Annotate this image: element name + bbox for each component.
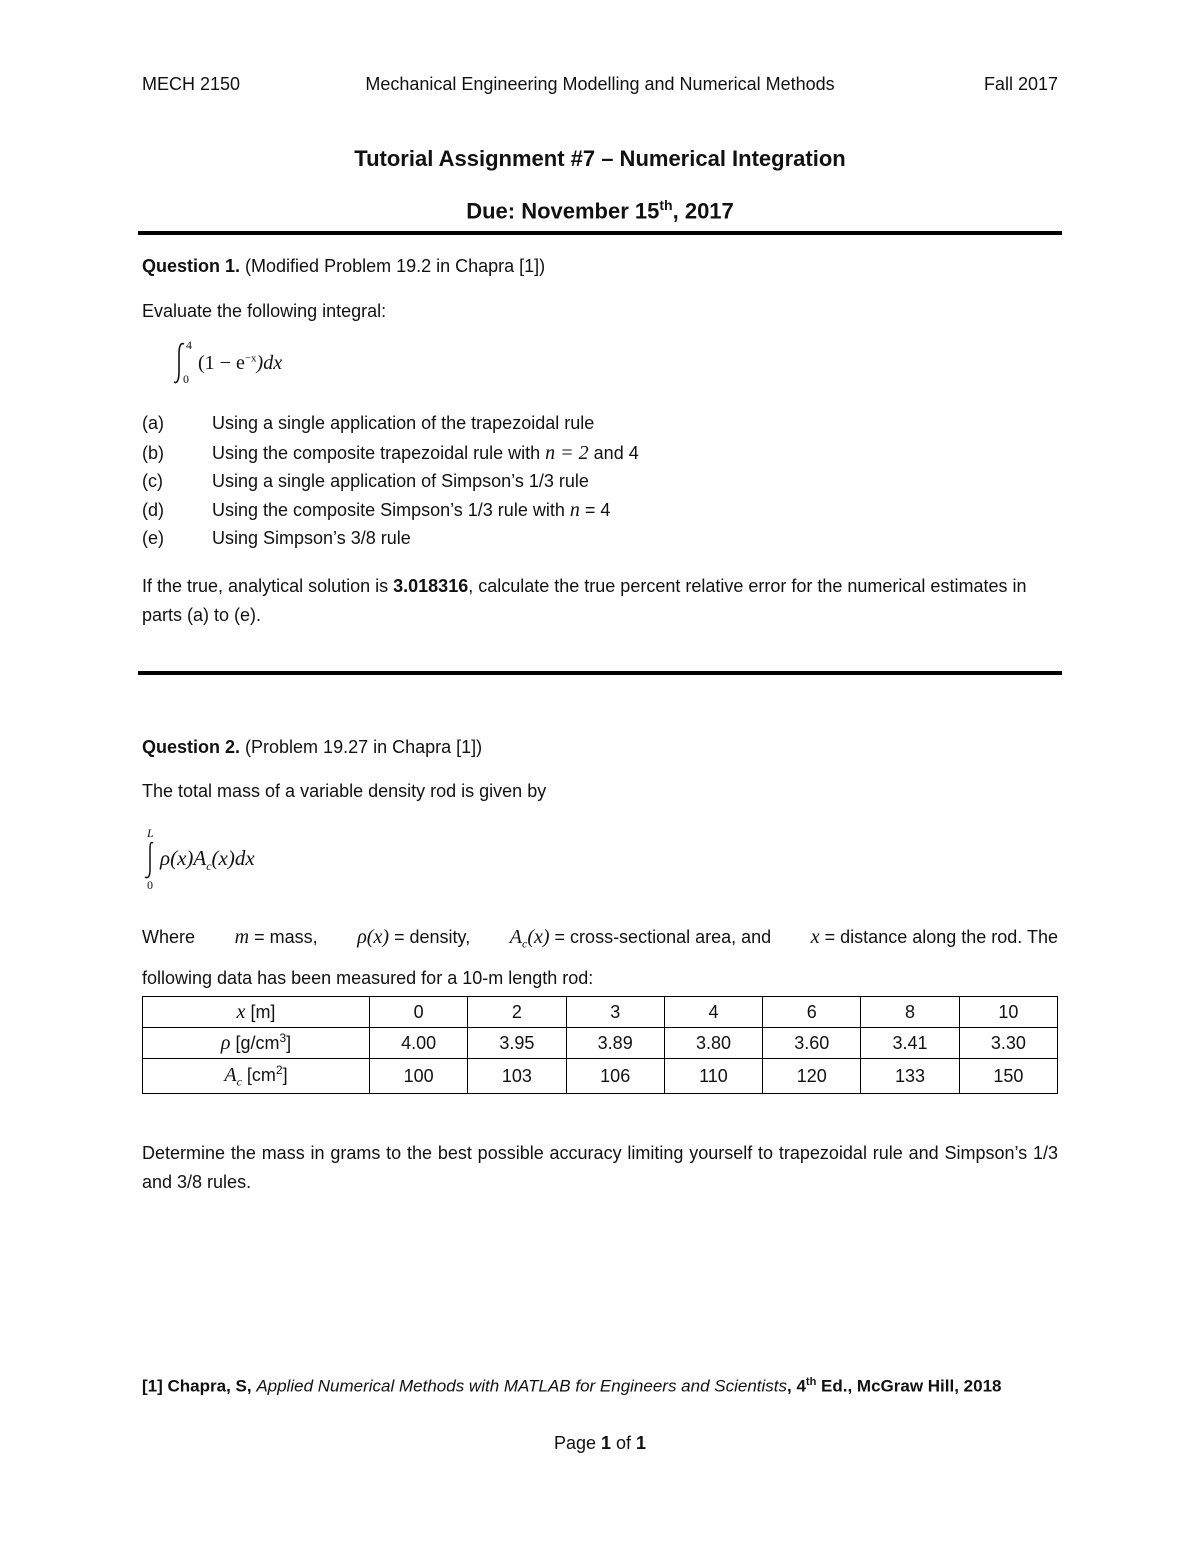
row-header-ac: $A_c$ $[cm^2]$ <box>143 1059 370 1094</box>
table-cell: 3.41 <box>861 1028 959 1059</box>
assignment-title: Tutorial Assignment #7 – Numerical Integration <box>354 146 846 171</box>
q1-heading: Question 1. (Modified Problem 19.2 in Chapra [1]) <box>142 256 546 276</box>
term: Fall 2017 <box>983 74 1058 94</box>
q1-part-d: (d) Using the composite Simpson’s 1/3 rule with n = 4 <box>142 499 611 521</box>
table-cell: 10 <box>959 997 1057 1028</box>
integral-sign-icon <box>142 840 158 880</box>
q1-part-c: (c) Using a single application of Simpson’s 1/3 rule <box>142 471 589 491</box>
table-cell: 3.95 <box>468 1028 566 1059</box>
table-cell: 133 <box>861 1059 959 1094</box>
table-cell: 3.89 <box>566 1028 664 1059</box>
table-cell: 103 <box>468 1059 566 1094</box>
table-cell: 6 <box>763 997 861 1028</box>
table-cell: 150 <box>959 1059 1057 1094</box>
course-code: MECH 2150 <box>142 74 241 94</box>
q1-part-b: (b) Using the composite trapezoidal rule with n = 2 and 4 <box>142 442 639 464</box>
due-date: Due: November 15th, 2017 <box>466 197 734 224</box>
q1-integral <box>170 340 330 390</box>
row-header-x: x [m] <box>143 997 370 1028</box>
row-header-rho: ρ $[g/cm^3]$ <box>143 1028 370 1059</box>
title-divider <box>138 231 1062 235</box>
table-cell: 2 <box>468 997 566 1028</box>
q1-part-e: (e) Using Simpson’s 3/8 rule <box>142 528 411 548</box>
table-row-rho <box>143 1028 1058 1059</box>
q1-upper-limit: 4 <box>186 338 192 352</box>
table-cell: 8 <box>861 997 959 1028</box>
table-cell: 3.60 <box>763 1028 861 1059</box>
q2-integrand: $\rho(x)A_c(x)dx$ <box>160 846 255 874</box>
question-divider <box>138 671 1062 675</box>
q2-integral <box>140 826 310 892</box>
q1-lower-limit: 0 <box>183 372 189 386</box>
table-row-x <box>143 997 1058 1028</box>
table-cell: 106 <box>566 1059 664 1094</box>
q2-upper-limit: L <box>147 826 154 840</box>
table-cell: 0 <box>370 997 468 1028</box>
q1-closing: If the true, analytical solution is 3.018316, calculate the true percent relative error for the numerical estimates in parts (a) to (e). <box>142 576 1027 625</box>
q2-heading: Question 2. (Problem 19.27 in Chapra [1]) <box>142 737 483 757</box>
q2-intro: The total mass of a variable density rod is given by <box>142 781 547 801</box>
reference: [1] Chapra, S, Applied Numerical Methods with MATLAB for Engineers and Scientists, 4th Ed., McGraw Hill, 2018 <box>142 1376 1002 1396</box>
table-cell: 3.30 <box>959 1028 1057 1059</box>
q2-lower-limit: 0 <box>147 878 153 892</box>
q2-where-line2: following data has been measured for a 10-m length rod: <box>142 967 594 988</box>
page-number: Page 1 of 1 <box>553 1433 647 1453</box>
q2-closing: Determine the mass in grams to the best possible accuracy limiting yourself to trapezoidal rule and Simpson’s 1/3 and 3/8 rules. <box>142 1143 1058 1192</box>
table-cell: 4.00 <box>370 1028 468 1059</box>
rod-data-table <box>142 996 1058 1094</box>
course-title: Mechanical Engineering Modelling and Numerical Methods <box>365 74 835 94</box>
q2-where-line: Where m = mass, ρ(x) = density, $A_c(x)$ = cross-sectional area, and x = distance along the rod. The following data has been measured for a 10-m length rod: <box>142 920 1058 995</box>
table-cell: 3 <box>566 997 664 1028</box>
table-cell: 4 <box>664 997 762 1028</box>
q1-intro: Evaluate the following integral: <box>142 301 387 321</box>
table-cell: 3.80 <box>664 1028 762 1059</box>
table-row-ac <box>143 1059 1058 1094</box>
table-cell: 100 <box>370 1059 468 1094</box>
table-cell: 120 <box>763 1059 861 1094</box>
q1-part-a: (a) Using a single application of the trapezoidal rule <box>142 413 595 433</box>
table-cell: 110 <box>664 1059 762 1094</box>
q1-integrand: $(1 - e^{-x})dx$ <box>198 352 283 374</box>
